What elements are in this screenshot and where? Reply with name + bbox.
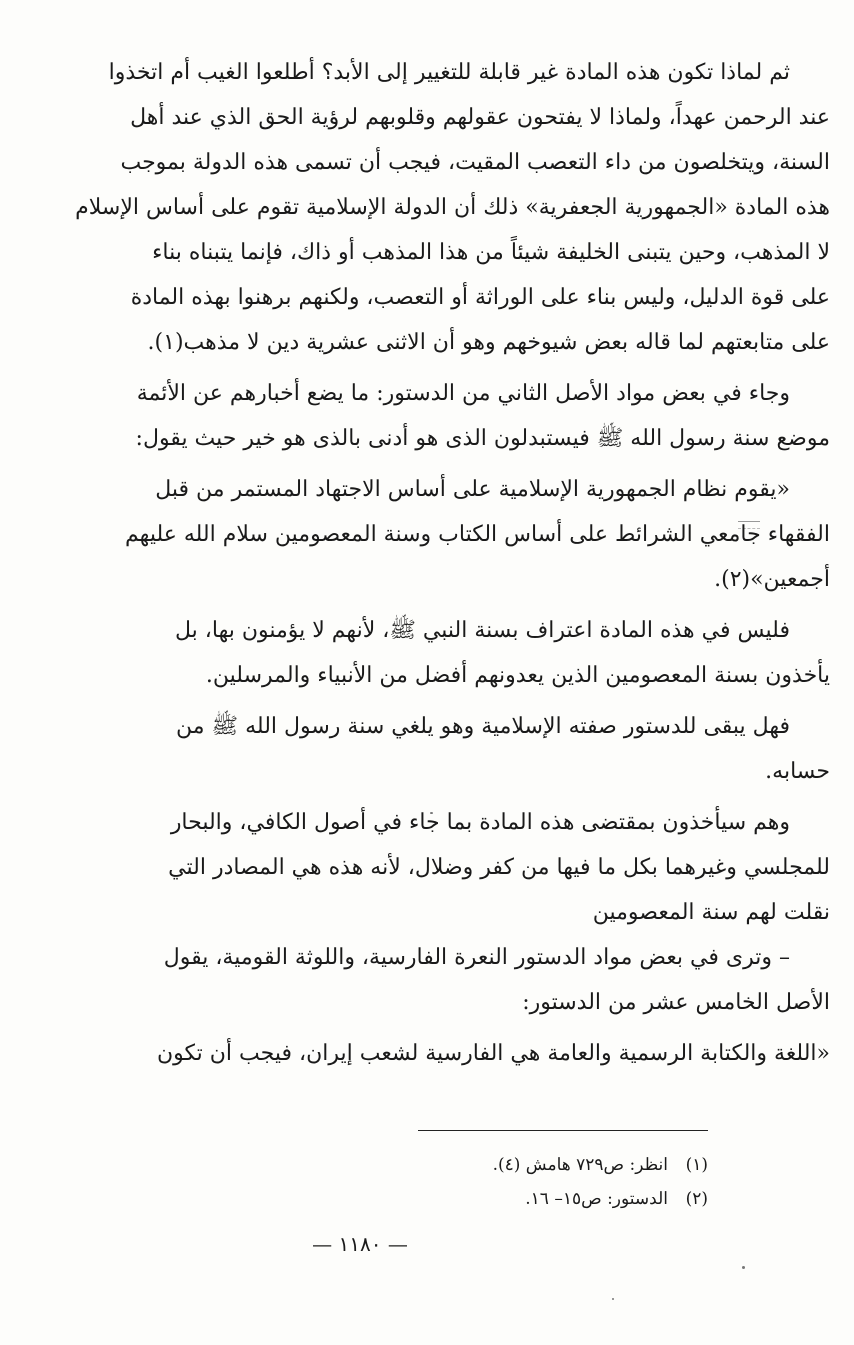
text-line: للمجلسي وغيرهما بكل ما فيها من كفر وضلال، لأنه هذه هي المصادر التي	[168, 855, 830, 880]
text-line: ثم لماذا تكون هذه المادة غير قابلة للتغيير إلى الأبد؟ أطلعوا الغيب أم اتخذوا	[108, 60, 790, 85]
body-text	[22, 50, 830, 1076]
text-line: أجمعين»(٢).	[714, 567, 830, 592]
page-number: — ١١٨٠ —	[312, 1232, 408, 1256]
paragraph	[22, 800, 830, 935]
quote-paragraph	[22, 467, 830, 602]
ink-speck	[612, 1298, 614, 1300]
quote-paragraph	[22, 1031, 830, 1076]
text-line: الفقهاء جامعي الشرائط على أساس الكتاب وسنة المعصومين سلام الله عليهم	[125, 522, 830, 547]
text-line: – وترى في بعض مواد الدستور النعرة الفارسية، واللوثة القومية، يقول	[163, 945, 790, 970]
footnote	[300, 1182, 708, 1216]
footnote-text: انظر: ص٧٢٩ هامش (٤).	[492, 1155, 668, 1175]
paragraph	[22, 704, 830, 794]
footnote	[300, 1148, 708, 1182]
text-line: «اللغة والكتابة الرسمية والعامة هي الفارسية لشعب إيران، فيجب أن تكون	[156, 1041, 830, 1066]
text-line: هذه المادة «الجمهورية الجعفرية» ذلك أن الدولة الإسلامية تقوم على أساس الإسلام	[75, 195, 830, 220]
text-line: الأصل الخامس عشر من الدستور:	[522, 990, 830, 1015]
text-line: يأخذون بسنة المعصومين الذين يعدونهم أفضل من الأنبياء والمرسلين.	[205, 663, 830, 688]
footnotes	[300, 1148, 708, 1216]
text-line: لا المذهب، وحين يتبنى الخليفة شيئاً من هذا المذهب أو ذاك، فإنما يتبناه بناء	[152, 240, 830, 265]
text-line: فليس في هذه المادة اعتراف بسنة النبي ﷺ، لأنهم لا يؤمنون بها، بل	[174, 618, 790, 643]
footnote-number: (٢)	[685, 1189, 708, 1209]
text-line: نقلت لهم سنة المعصومين	[592, 900, 830, 925]
ink-speck	[742, 1266, 745, 1269]
text-line: موضع سنة رسول الله ﷺ فيستبدلون الذى هو أدنى بالذى هو خير حيث يقول:	[135, 426, 830, 451]
paragraph	[22, 371, 830, 461]
text-line: حسابه.	[765, 759, 830, 784]
footnote-divider	[418, 1130, 708, 1131]
footnote-text: الدستور: ص١٥– ١٦.	[525, 1189, 668, 1209]
text-line: وجاء في بعض مواد الأصل الثاني من الدستور: ما يضع أخبارهم عن الأئمة	[136, 381, 790, 406]
text-line: على متابعتهم لما قاله بعض شيوخهم وهو أن الاثنى عشرية دين لا مذهب(١).	[147, 330, 830, 355]
text-line: «يقوم نظام الجمهورية الإسلامية على أساس الاجتهاد المستمر من قبل	[155, 477, 790, 502]
text-line: السنة، ويتخلصون من داء التعصب المقيت، فيجب أن تسمى هذه الدولة بموجب	[120, 150, 830, 175]
text-line: عند الرحمن عهداً، ولماذا لا يفتحون عقولهم وقلوبهم لرؤية الحق الذي عند أهل	[130, 105, 830, 130]
text-line: فهل يبقى للدستور صفته الإسلامية وهو يلغي سنة رسول الله ﷺ من	[176, 714, 790, 739]
paragraph	[22, 935, 830, 1025]
paragraph	[22, 50, 830, 365]
text-line: وهم سيأخذون بمقتضى هذه المادة بما جاء في أصول الكافي، والبحار	[170, 810, 790, 835]
text-line: على قوة الدليل، وليس بناء على الوراثة أو التعصب، ولكنهم برهنوا بهذه المادة	[130, 285, 830, 310]
paragraph	[22, 608, 830, 698]
footnote-number: (١)	[685, 1155, 708, 1175]
